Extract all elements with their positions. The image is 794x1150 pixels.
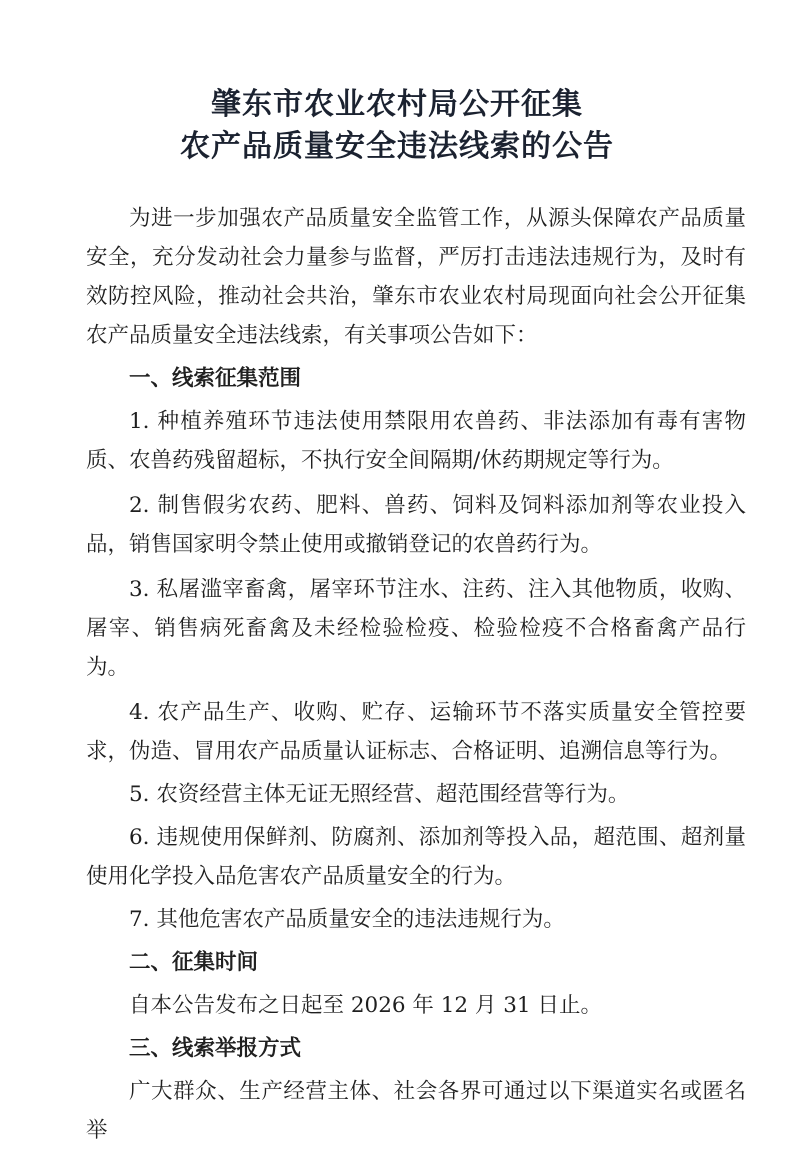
section-heading-scope: 一、线索征集范围 [129,366,302,391]
scope-item-3: 3. 私屠滥宰畜禽，屠宰环节注水、注药、注入其他物质，收购、屠宰、销售病死畜禽及未经检验检疫、检验检疫不合格畜禽产品行为。 [86,577,746,680]
scope-item-4: 4. 农产品生产、收购、贮存、运输环节不落实质量安全管控要求，伪造、冒用农产品质量认证标志、合格证明、追溯信息等行为。 [86,700,746,764]
intro-paragraph: 为进一步加强农产品质量安全监管工作，从源头保障农产品质量安全，充分发动社会力量参与监督，严厉打击违法违规行为，及时有效防控风险，推动社会共治，肇东市农业农村局现面向社会公开征集农产品质量安全违法线索，有关事项公告如下： [86,206,746,348]
collection-period-text: 自本公告发布之日起至 2026 年 12 月 31 日止。 [129,993,602,1018]
scope-item-1: 1. 种植养殖环节违法使用禁限用农兽药、非法添加有毒有害物质、农兽药残留超标，不执行安全间隔期/休药期规定等行为。 [86,409,746,473]
scope-item-7: 7. 其他危害农产品质量安全的违法违规行为。 [129,907,565,932]
scope-item-5: 5. 农资经营主体无证无照经营、超范围经营等行为。 [129,782,630,807]
scope-item-2: 2. 制售假劣农药、肥料、兽药、饲料及饲料添加剂等农业投入品，销售国家明令禁止使用或撤销登记的农兽药行为。 [86,493,746,557]
document-title-line1: 肇东市农业农村局公开征集 [211,87,583,122]
document-title-line2: 农产品质量安全违法线索的公告 [180,129,614,164]
section-heading-time: 二、征集时间 [129,950,259,975]
document-body [86,199,746,1150]
scope-item-6: 6. 违规使用保鲜剂、防腐剂、添加剂等投入品，超范围、超剂量使用化学投入品危害农产品质量安全的行为。 [86,825,746,889]
section-heading-report-method: 三、线索举报方式 [129,1036,302,1061]
report-method-text: 广大群众、生产经营主体、社会各界可通过以下渠道实名或匿名举 [86,1079,746,1143]
